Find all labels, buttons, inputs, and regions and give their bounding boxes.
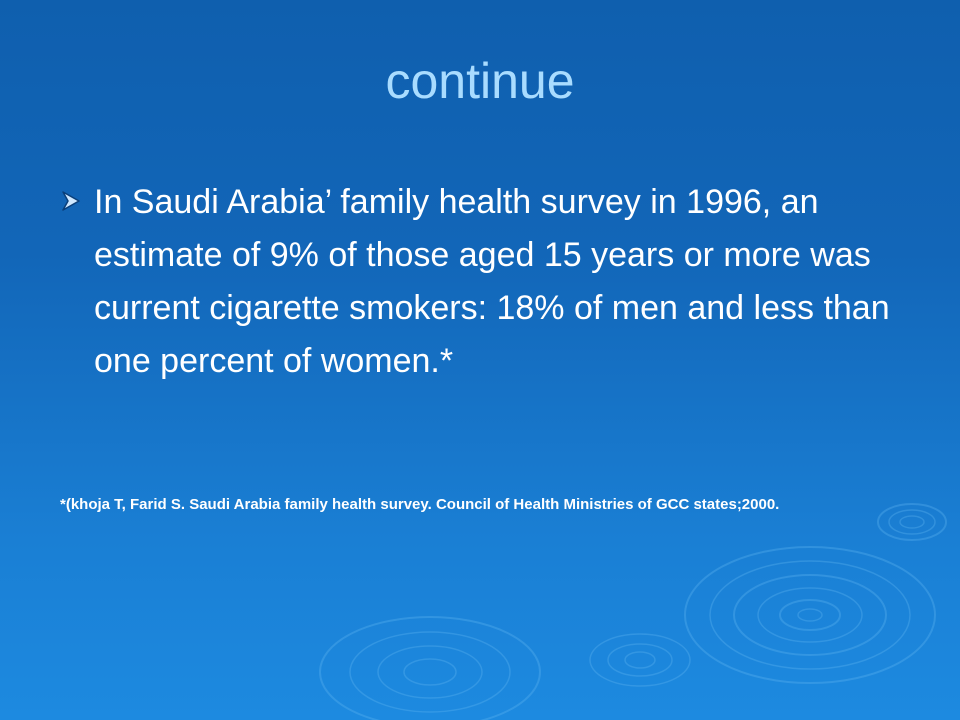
slide-title: continue [385, 53, 575, 109]
reference-citation: *(khoja T, Farid S. Saudi Arabia family health survey. Council of Health Ministries of GCC states;2000. [60, 496, 780, 513]
bullet-text: In Saudi Arabia’ family health survey in 1996, an estimate of 9% of those aged 15 years or more was current cigarette smokers: 18% of men and less than one percent of women.* [94, 183, 890, 380]
arrow-bullet-icon [60, 190, 82, 212]
